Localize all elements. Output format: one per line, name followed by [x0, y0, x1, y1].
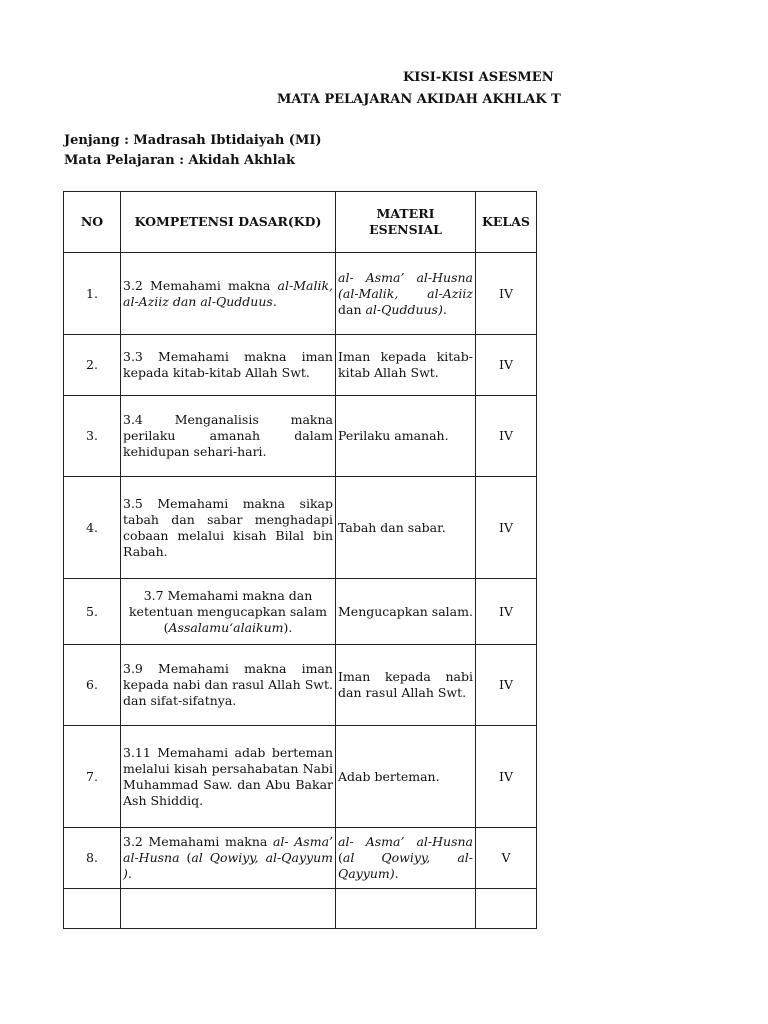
kompetensi-dasar-cell	[121, 828, 336, 889]
kd-segment: 3.4 Menganalisis makna perilaku amanah dalam kehidupan sehari-hari.	[123, 412, 333, 459]
kelas-cell: V	[476, 828, 537, 889]
materi-esensial-cell	[336, 645, 476, 726]
kd-segment: 3.2 Memahami makna	[123, 834, 273, 849]
materi-esensial-cell	[336, 477, 476, 579]
jenjang-label: Jenjang : Madrasah Ibtidaiyah (MI)	[64, 133, 322, 148]
kompetensi-dasar-cell	[121, 889, 336, 929]
kd-segment: 3.11 Memahami adab berteman melalui kisah persahabatan Nabi Muhammad Saw. dan Abu Bakar Ash Shiddiq.	[123, 744, 333, 808]
kd-segment: 3.7 Memahami makna dan ketentuan mengucapkan salam (	[128, 587, 328, 635]
kisi-kisi-table-container	[63, 191, 536, 907]
kelas-cell: IV	[476, 579, 537, 645]
kompetensi-dasar-cell	[121, 579, 336, 645]
document-subtitle: MATA PELAJARAN AKIDAH AKHLAK T	[277, 92, 561, 107]
materi-esensial-cell	[336, 253, 476, 335]
table-row	[64, 253, 537, 335]
kd-segment: 3.3 Memahami makna iman kepada kitab-kitab Allah Swt.	[123, 349, 333, 380]
table-row	[64, 477, 537, 579]
mapel-label: Mata Pelajaran : Akidah Akhlak	[64, 153, 295, 168]
materi-segment: Adab berteman.	[338, 768, 440, 784]
kd-segment: al- Asma’ al-Husna	[123, 834, 333, 865]
kelas-cell: IV	[476, 477, 537, 579]
kompetensi-dasar-cell	[121, 396, 336, 477]
table-row	[64, 889, 537, 929]
row-number	[64, 889, 121, 929]
col-header-kelas: KELAS	[476, 192, 537, 253]
kelas-cell: IV	[476, 335, 537, 396]
kd-segment: .	[127, 866, 132, 881]
kelas-cell	[476, 889, 537, 929]
row-number: 4.	[64, 477, 121, 579]
row-number: 1.	[64, 253, 121, 335]
kelas-cell: IV	[476, 253, 537, 335]
kd-segment: 3.9 Memahami makna iman kepada nabi dan rasul Allah Swt. dan sifat-sifatnya.	[123, 661, 333, 708]
title-block	[0, 0, 561, 120]
table-row	[64, 726, 537, 828]
materi-esensial-cell	[336, 579, 476, 645]
materi-esensial-cell	[336, 335, 476, 396]
materi-segment: al- Asma’ al-Husna (al-Malik, al-Aziiz	[338, 269, 473, 301]
kisi-kisi-table	[63, 191, 537, 929]
kompetensi-dasar-cell	[121, 477, 336, 579]
row-number: 5.	[64, 579, 121, 645]
materi-segment: dan	[338, 301, 366, 317]
kelas-cell: IV	[476, 396, 537, 477]
kompetensi-dasar-cell	[121, 645, 336, 726]
materi-segment: .	[394, 866, 399, 881]
row-number: 7.	[64, 726, 121, 828]
table-row	[64, 828, 537, 889]
kd-segment: Assalamu‘alaikum	[168, 619, 284, 635]
kompetensi-dasar-cell	[121, 726, 336, 828]
materi-segment: (	[338, 850, 343, 865]
materi-segment: Iman kepada kitab-kitab Allah Swt.	[338, 349, 473, 380]
table-row	[64, 396, 537, 477]
materi-esensial-cell	[336, 828, 476, 889]
materi-segment: Iman kepada nabi dan rasul Allah Swt.	[338, 669, 473, 700]
kompetensi-dasar-cell	[121, 253, 336, 335]
table-row	[64, 579, 537, 645]
materi-esensial-cell	[336, 889, 476, 929]
kd-segment: (	[179, 850, 192, 865]
table-row	[64, 335, 537, 396]
row-number: 2.	[64, 335, 121, 396]
kd-segment: 3.5 Memahami makna sikap tabah dan sabar menghadapi cobaan melalui kisah Bilal bin Rabah.	[123, 495, 333, 559]
materi-segment: Tabah dan sabar.	[338, 519, 446, 535]
materi-esensial-cell	[336, 396, 476, 477]
materi-esensial-cell	[336, 726, 476, 828]
kelas-cell: IV	[476, 645, 537, 726]
row-number: 3.	[64, 396, 121, 477]
row-number: 8.	[64, 828, 121, 889]
col-header-no: NO	[64, 192, 121, 253]
row-number: 6.	[64, 645, 121, 726]
materi-segment: Mengucapkan salam.	[338, 603, 473, 619]
materi-segment: al Qowiyy, al-Qayyum)	[338, 850, 473, 881]
kd-segment: 3.2 Memahami makna	[123, 277, 278, 293]
kelas-cell: IV	[476, 726, 537, 828]
table-header-row	[64, 192, 537, 253]
kd-segment: al-Malik, al-Aziiz dan al-Qudduus	[123, 277, 333, 309]
kd-segment: ).	[283, 619, 293, 635]
materi-segment: Perilaku amanah.	[338, 428, 449, 443]
table-row	[64, 645, 537, 726]
document-title: KISI-KISI ASESMEN	[403, 70, 554, 85]
kompetensi-dasar-cell	[121, 335, 336, 396]
kd-segment: .	[272, 293, 277, 309]
kd-segment: al Qowiyy, al-Qayyum )	[123, 850, 333, 881]
col-header-materi: MATERI ESENSIAL	[336, 192, 476, 253]
materi-segment: al- Asma’ al-Husna	[338, 834, 473, 849]
materi-segment: .	[442, 301, 447, 317]
materi-segment: al-Qudduus)	[365, 301, 443, 317]
col-header-kd: KOMPETENSI DASAR(KD)	[121, 192, 336, 253]
